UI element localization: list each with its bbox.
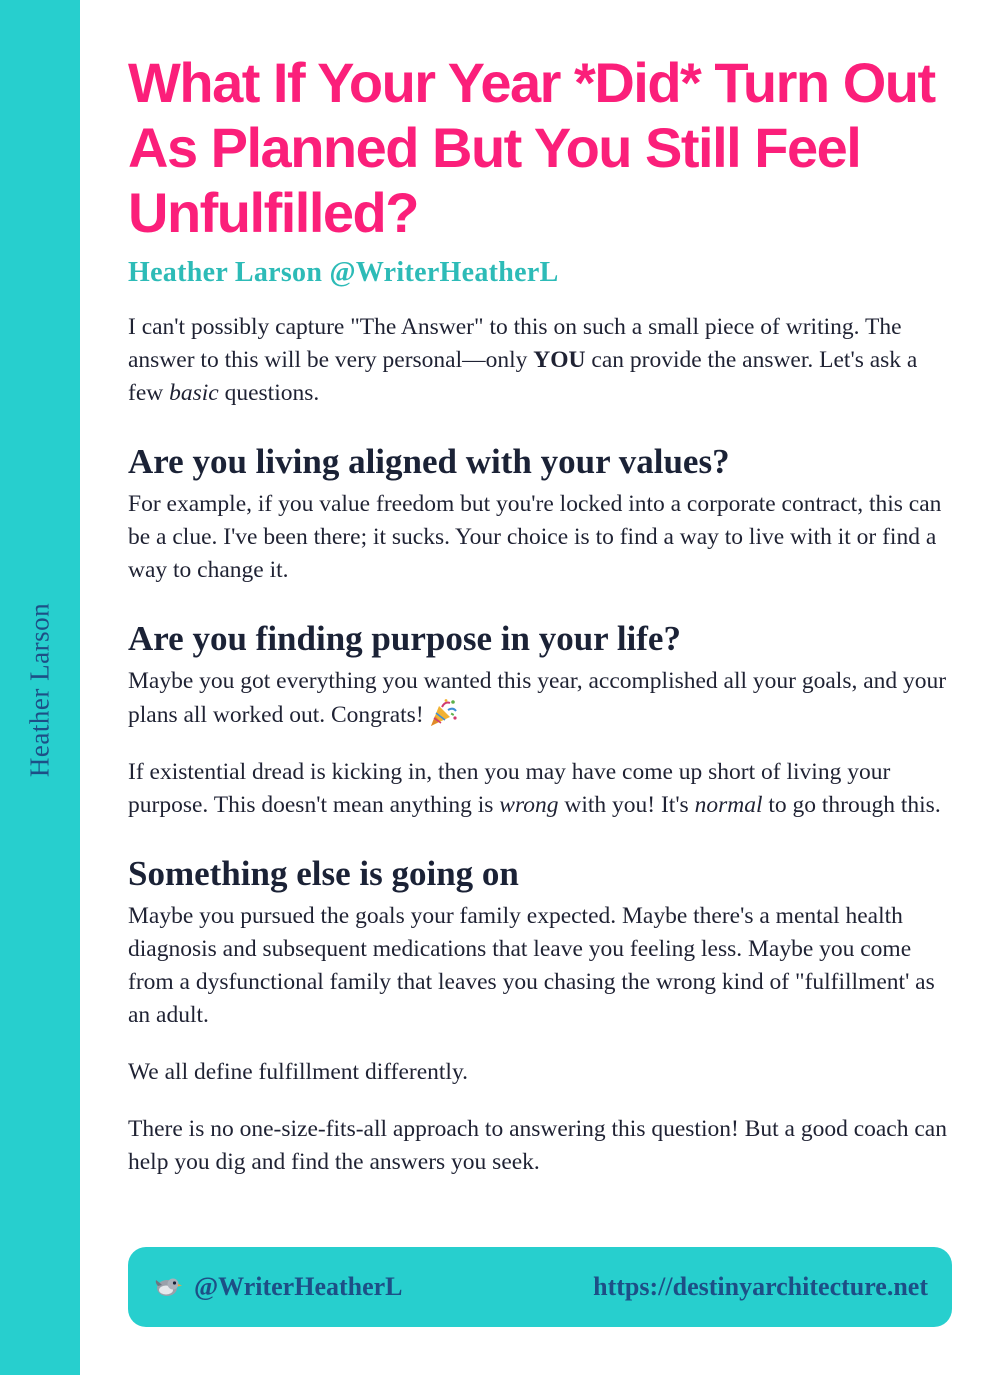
article — [128, 50, 958, 1179]
sidebar — [0, 0, 80, 1375]
article-byline: Heather Larson @WriterHeatherL — [128, 257, 559, 288]
emphasis-normal: normal — [694, 792, 763, 818]
footer-bar — [128, 1247, 952, 1327]
intro-paragraph: I can't possibly capture "The Answer" to this on such a small piece of writing. The answer to this will be very personal—only YOU can provide the answer. Let's ask a few basic questions. — [128, 314, 918, 406]
section-heading-values: Are you living aligned with your values? — [128, 442, 730, 481]
section-heading-purpose: Are you finding purpose in your life? — [128, 619, 681, 658]
section-paragraph-something-else-1: Maybe you pursued the goals your family expected. Maybe there's a mental health diagnosis and subsequent medications that leave you feeling less. Maybe you come from a dysfunctional family that leaves you chasing the wrong kind of "fulfillment' as an adult. — [128, 903, 935, 1028]
section-paragraph-purpose-1: Maybe you got everything you wanted this year, accomplished all your goals, and your plans all worked out. Congrats! — [128, 668, 947, 728]
section-heading-something-else: Something else is going on — [128, 854, 519, 893]
emphasis-wrong: wrong — [499, 792, 559, 818]
section-paragraph-values: For example, if you value freedom but you're locked into a corporate contract, this can be a clue. I've been there; it sucks. Your choice is to find a way to live with it or find a way to change it. — [128, 491, 942, 583]
section-paragraph-purpose-2: If existential dread is kicking in, then you may have come up short of living your purpose. This doesn't mean anything is wrong with you! It's normal to go through this. — [128, 759, 941, 818]
footer-url-link[interactable]: https://destinyarchitecture.net — [593, 1272, 928, 1301]
section-paragraph-something-else-2: We all define fulfillment differently. — [128, 1059, 469, 1085]
emphasis-you: YOU — [533, 347, 586, 373]
party-popper-icon — [428, 698, 458, 728]
emphasis-basic: basic — [169, 380, 219, 406]
footer-handle-group[interactable] — [154, 1272, 403, 1302]
section-paragraph-something-else-3: There is no one-size-fits-all approach to answering this question! But a good coach can help you dig and find the answers you seek. — [128, 1116, 947, 1175]
sidebar-author-name: Heather Larson — [24, 602, 55, 778]
article-title: What If Your Year *Did* Turn Out As Planned But You Still Feel Unfulfilled? — [128, 51, 935, 244]
footer-handle[interactable]: @WriterHeatherL — [194, 1272, 403, 1301]
bird-icon — [154, 1273, 182, 1301]
